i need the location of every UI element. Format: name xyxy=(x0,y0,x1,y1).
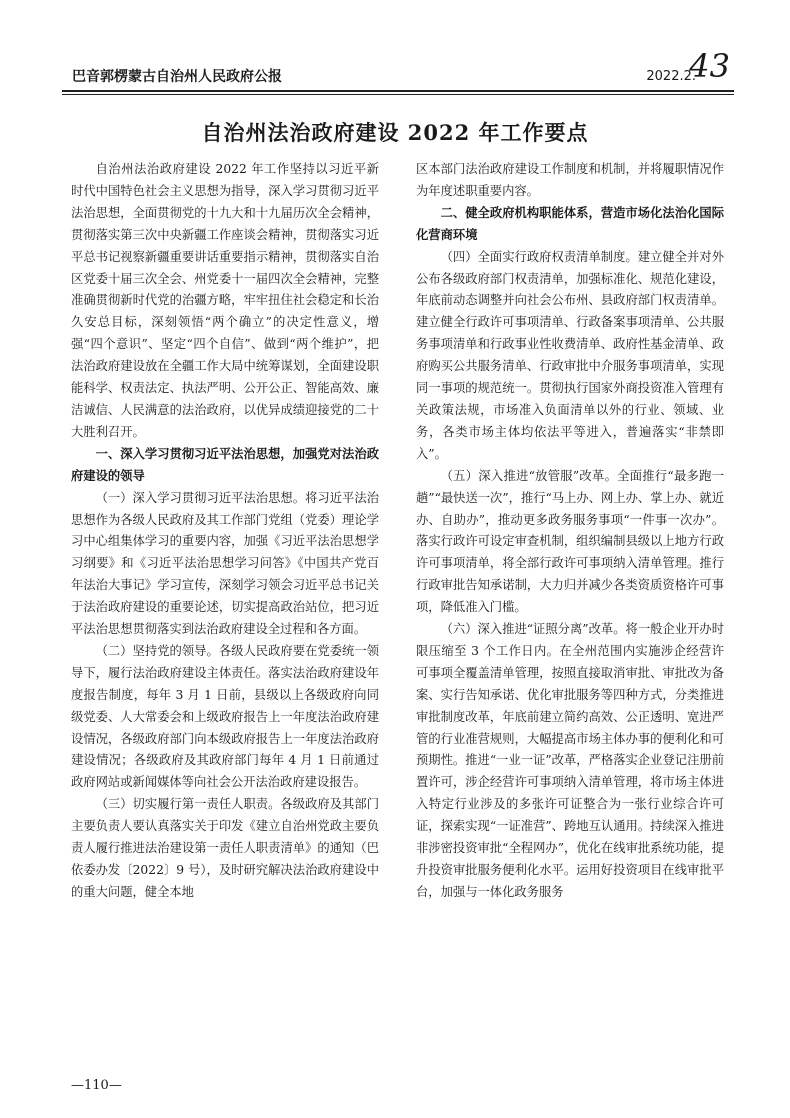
paragraph-item-3: （三）切实履行第一责任人职责。各级政府及其部门主要负责人要认真落实关于印发《建立自治州党政主要负责人履行推进法治建设第一责任人职责清单》的通知（巴依委办发〔2022〕9 号），及时研究解决法治政府建设中的重大问题，健全本地 xyxy=(71,797,379,899)
continued-paragraph: 区本部门法治政府建设工作制度和机制，并将履职情况作为年度述职重要内容。 xyxy=(416,162,724,198)
paragraph-item-1: （一）深入学习贯彻习近平法治思想。将习近平法治思想作为各级人民政府及其工作部门党组（党委）理论学习中心组集体学习的重要内容，加强《习近平法治思想学习纲要》和《习近平法治思想学习问答》《中国共产党百年法治大事记》学习宣传，深刻学习领会习近平总书记关于法治政府建设的重要论述，切实提高政治站位，把习近平法治思想贯彻落实到法治政府建设全过程和各方面。 xyxy=(71,490,379,637)
footer-page-number: —110— xyxy=(71,1078,122,1093)
section-heading-2: 二、健全政府机构职能体系，营造市场化法治化国际化营商环境 xyxy=(416,205,724,242)
paragraph-item-6: （六）深入推进“证照分离”改革。将一般企业开办时限压缩至 3 个工作日内。在全州范围内实施涉企经营许可事项全覆盖清单管理，按照直接取消审批、审批改为备案、实行告知承诺、优化审批服务等四种方式，分类推进审批制度改革，年底前建立简约高效、公正透明、宽进严管的行业准营规则，大幅提高市场主体办事的便利化和可预期性。推进“一业一证”改革，严格落实企业登记注册前置许可，涉企经营许可事项纳入清单管理，将市场主体进入特定行业涉及的多张许可证整合为一张行业综合许可证，探索实现“一证准营”、跨地互认通用。持续深入推进非涉密投资审批“全程网办”，优化在线审批系统功能，提升投资审批服务便利化水平。运用好投资项目在线审批平台，加强与一体化政务服务 xyxy=(416,622,724,899)
intro-paragraph: 自治州法治政府建设 2022 年工作坚持以习近平新时代中国特色社会主义思想为指导，深入学习贯彻习近平法治思想，全面贯彻党的十九大和十九届历次全会精神，贯彻落实第三次中央新疆工作座谈会精神，贯彻落实习近平总书记视察新疆重要讲话重要指示精神，贯彻落实自治区党委十届三次全会、州党委十一届四次全会精神，完整准确贯彻新时代党的治疆方略，牢牢扭住社会稳定和长治久安总目标，深刻领悟“两个确立”的决定性意义，增强“四个意识”、坚定“四个自信”、做到“两个维护”，把法治政府建设放在全疆工作大局中统筹谋划，全面建设职能科学、权责法定、执法严明、公开公正、智能高效、廉洁诚信、人民满意的法治政府，以优异成绩迎接党的二十大胜利召开。 xyxy=(71,162,379,439)
header-rule xyxy=(62,90,734,92)
header-rule-thin xyxy=(62,94,734,95)
paragraph-item-2: （二）坚持党的领导。各级人民政府要在党委统一领导下，履行法治政府建设主体责任。落实法治政府建设年度报告制度，每年 3 月 1 日前，县级以上各级政府向同级党委、人大常委会和上级政府报告上一年度法治政府建设情况，各级政府部门向本级政府报告上一年度法治政府建设情况；各级政府及其政府部门每年 4 月 1 日前通过政府网站或新闻媒体等向社会公开法治政府建设报告。 xyxy=(71,643,379,790)
right-column xyxy=(416,159,724,904)
journal-page-number: 43 xyxy=(689,47,730,85)
section-heading-1: 一、深入学习贯彻习近平法治思想，加强党对法治政府建设的领导 xyxy=(71,446,379,483)
issue-date: 2022.2. xyxy=(646,69,696,84)
document-title: 自治州法治政府建设 2022 年工作要点 xyxy=(201,120,589,145)
left-column xyxy=(71,159,379,904)
paragraph-item-4: （四）全面实行政府权责清单制度。建立健全并对外公布各级政府部门权责清单，加强标准化、规范化建设，年底前动态调整并向社会公布州、县政府部门权责清单。建立健全行政许可事项清单、行政备案事项清单、公共服务事项清单和行政事业性收费清单、政府性基金清单、政府购买公共服务清单、行政审批中介服务事项清单，实现同一事项的规范统一。贯彻执行国家外商投资准入管理有关政策法规，市场准入负面清单以外的行业、领域、业务，各类市场主体均依法平等进入，普遍落实“非禁即入”。 xyxy=(416,249,724,461)
paragraph-item-5: （五）深入推进“放管服”改革。全面推行“最多跑一趟”“最快送一次”，推行“马上办、网上办、掌上办、就近办、自助办”，推动更多政务服务事项“一件事一次办”。落实行政许可设定审查机制，组织编制县级以上地方行政许可事项清单，将全部行政许可事项纳入清单管理。推行行政审批告知承诺制，大力归并减少各类资质资格许可事项，降低准入门槛。 xyxy=(416,468,724,615)
journal-name: 巴音郭楞蒙古自治州人民政府公报 xyxy=(72,69,282,85)
